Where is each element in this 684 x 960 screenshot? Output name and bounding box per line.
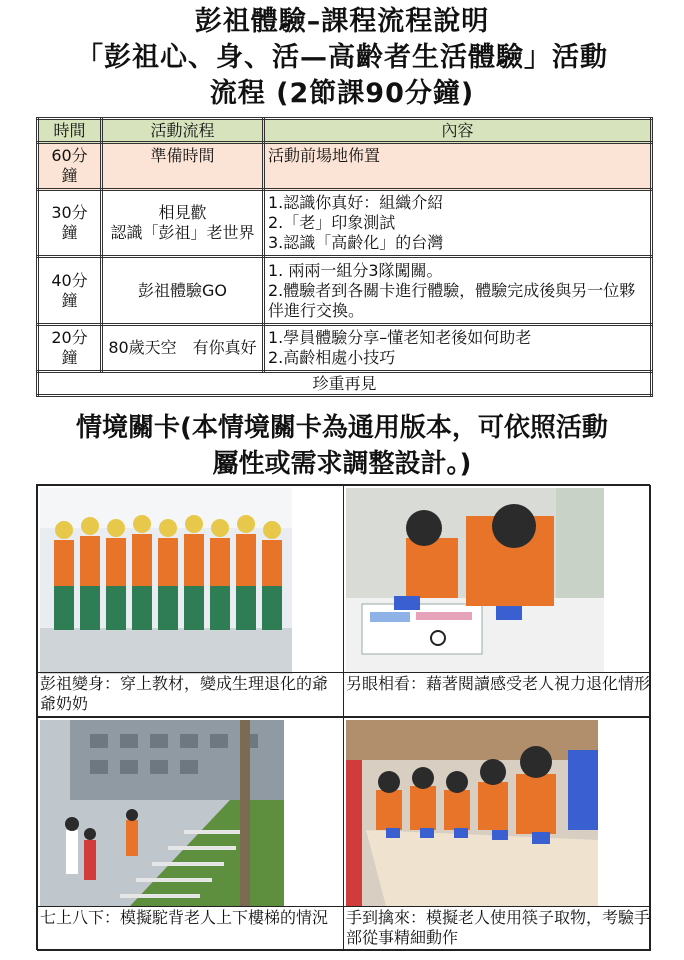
photo-caption: 彭祖變身：穿上教材，變成生理退化的爺爺奶奶 — [40, 674, 329, 713]
row-flow — [102, 190, 264, 257]
chopsticks-photo-icon — [346, 720, 598, 906]
row-content — [264, 257, 652, 325]
row-time — [38, 257, 102, 325]
photo-caption: 七上八下：模擬駝背老人上下樓梯的情況 — [40, 908, 329, 927]
content-line: 2.「老」印象測試 — [268, 213, 396, 232]
content-line: 2.體驗者到各關卡進行體驗，體驗完成後與另一位夥伴進行交換。 — [268, 280, 636, 320]
section-title-line-1: 情境關卡(本情境關卡為通用版本，可依照活動 — [76, 413, 608, 443]
photo-cell — [343, 485, 651, 717]
schedule-table — [36, 117, 653, 397]
photo-cell — [37, 717, 344, 951]
section-title-line-2: 屬性或需求調整設計。) — [212, 449, 472, 479]
title-line-2: 「彭祖心、身、活—高齡者生活體驗」活動 — [76, 42, 608, 73]
photo-cell — [37, 485, 344, 717]
table-footer-row — [38, 372, 652, 396]
photo-cell — [343, 717, 651, 951]
row-content — [264, 143, 652, 190]
row-time — [38, 143, 102, 190]
row-time-text: 30分鐘 — [51, 203, 88, 242]
photo-caption: 另眼相看：藉著閱讀感受老人視力退化情形 — [346, 674, 651, 693]
row-flow: 80歲天空 有你真好 — [102, 325, 264, 372]
row-time-text: 60分鐘 — [51, 146, 88, 185]
reading-photo-icon — [346, 488, 604, 672]
header-flow: 活動流程 — [102, 119, 264, 143]
table-header-row — [38, 119, 652, 143]
row-time-text: 40分鐘 — [51, 270, 88, 310]
title-line-1: 彭祖體驗–課程流程說明 — [194, 6, 490, 37]
content-line: 2.高齡相處小技巧 — [268, 348, 396, 367]
photo-grid — [36, 484, 650, 950]
stairs-photo-icon — [40, 720, 284, 906]
content-line: 活動前場地佈置 — [268, 146, 381, 165]
row-time — [38, 325, 102, 372]
table-row — [38, 190, 652, 257]
document-title — [0, 4, 684, 112]
group-photo-icon — [40, 488, 292, 674]
row-time — [38, 190, 102, 257]
table-row — [38, 325, 652, 372]
content-line: 3.認識「高齡化」的台灣 — [268, 233, 444, 252]
content-line: 1.認識你真好：組織介紹 — [268, 193, 444, 212]
farewell-text: 珍重再見 — [38, 372, 652, 396]
header-time: 時間 — [38, 119, 102, 143]
row-content — [264, 190, 652, 257]
content-line: 1. 兩兩一組分3隊闖關。 — [268, 260, 443, 280]
photo-caption: 手到擒來：模擬老人使用筷子取物，考驗手部從事精細動作 — [346, 908, 651, 947]
table-row — [38, 257, 652, 325]
header-content: 內容 — [264, 119, 652, 143]
content-line: 1.學員體驗分享–懂老知老後如何助老 — [268, 328, 532, 347]
table-row — [38, 143, 652, 190]
row-flow-text: 相見歡 認識「彭祖」老世界 — [110, 203, 255, 242]
section-title — [0, 410, 684, 482]
row-flow: 彭祖體驗GO — [102, 257, 264, 325]
title-line-3: 流程 (2節課90分鐘) — [209, 78, 475, 109]
row-flow: 準備時間 — [102, 143, 264, 190]
row-content — [264, 325, 652, 372]
row-time-text: 20分鐘 — [51, 328, 88, 367]
